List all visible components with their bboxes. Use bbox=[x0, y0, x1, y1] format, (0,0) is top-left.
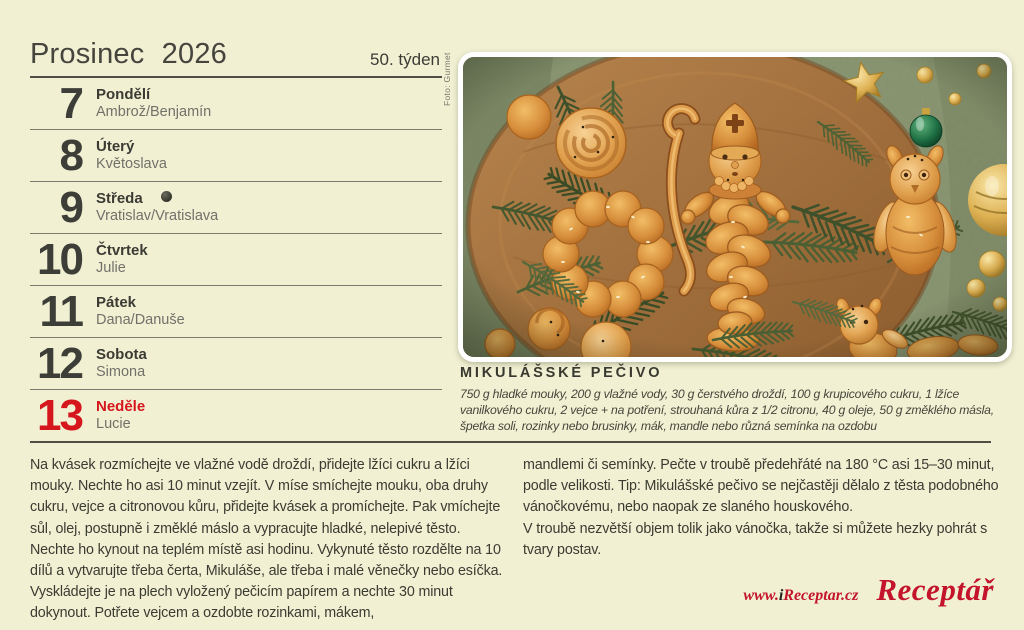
recipe-title: MIKULÁŠSKÉ PEČIVO bbox=[460, 365, 663, 381]
day-number: 7 bbox=[59, 79, 82, 128]
day-number: 10 bbox=[37, 235, 82, 284]
day-namedays: Julie bbox=[96, 260, 126, 276]
instructions-right-column bbox=[523, 455, 1007, 561]
day-row-saturday bbox=[30, 338, 442, 390]
day-weekday: Pátek bbox=[96, 294, 137, 311]
day-weekday: Sobota bbox=[96, 346, 147, 363]
instructions-text: mandlemi či semínky. Pečte v troubě předehřáté na 180 °C asi 15–30 minut, podle velikosti. Tip: Mikulášské pečivo se nejčastěji dělalo z těsta podobného vánočkovému, nebo naopak ze slaného houskového. bbox=[523, 457, 999, 516]
instructions-text: V troubě nezvětší objem tolik jako vánočka, takže si můžete hezky pohrát s tvary postav. bbox=[523, 520, 988, 558]
day-row-monday bbox=[30, 78, 442, 130]
day-number: 13 bbox=[37, 391, 82, 440]
day-namedays: Ambrož/Benjamín bbox=[96, 104, 212, 120]
day-namedays: Vratislav/Vratislava bbox=[96, 208, 219, 224]
week-number: 50. týden bbox=[370, 50, 440, 69]
day-namedays: Dana/Danuše bbox=[96, 312, 185, 328]
instructions-text: Na kvásek rozmíchejte ve vlažné vodě droždí, přidejte lžíci cukru a lžíci mouky. Nechte ho asi 10 minut vzejít. V míse smíchejte mouku, oba druhy cukru, vejce a citronovou kůru, přidejte kvásek a promíchejte. Pak vmíchejte sůl, olej, postupně i změklé máslo a vypracujte hladké, nelepivé těsto. Nechte ho kynout na teplém místě asi hodinu. Vykynuté těsto rozdělte na 10 dílů a vytvarujte třeba čerta, Mikuláše, ale třeba i malé věnečky nebo esíčka. Vyskládejte je na plech vyložený pečicím papírem a nechte 30 minut dokynout. Potřete vejcem a ozdobte rozinkami, mákem, bbox=[30, 457, 503, 622]
day-list bbox=[30, 76, 442, 442]
day-number: 12 bbox=[37, 339, 82, 388]
recipe-photo bbox=[458, 52, 1012, 362]
day-namedays: Květoslava bbox=[96, 156, 167, 172]
website-url: www.iReceptar.cz bbox=[743, 587, 859, 604]
brand-logo: Receptář bbox=[876, 572, 994, 607]
day-namedays: Simona bbox=[96, 364, 146, 380]
day-row-sunday bbox=[30, 390, 442, 442]
day-weekday: Středa bbox=[96, 190, 143, 207]
day-number: 8 bbox=[59, 131, 82, 180]
day-row-tuesday bbox=[30, 130, 442, 182]
day-weekday: Neděle bbox=[96, 398, 146, 415]
full-moon-icon bbox=[161, 191, 172, 202]
day-weekday: Úterý bbox=[96, 138, 135, 155]
page-title-month: Prosinec 2026 bbox=[30, 38, 227, 70]
recipe-ingredients: 750 g hladké mouky, 200 g vlažné vody, 30 g čerstvého droždí, 100 g krupicového cukru, 1 lžíce vanilkového cukru, 2 vejce + na potření, strouhaná kůra z 1/2 citronu, 40 g oleje, 50 g změklého másla, špetka soli, rozinky nebo brusinky, mák, mandle nebo různá semínka na ozdobu bbox=[460, 387, 994, 433]
day-row-wednesday bbox=[30, 182, 442, 234]
photo-credit: Foto: Gurmet bbox=[442, 52, 452, 106]
day-namedays: Lucie bbox=[96, 416, 131, 432]
footer bbox=[0, 572, 994, 608]
day-weekday: Čtvrtek bbox=[96, 242, 148, 259]
day-row-thursday bbox=[30, 234, 442, 286]
day-number: 11 bbox=[39, 287, 82, 336]
day-row-friday bbox=[30, 286, 442, 338]
section-divider bbox=[30, 441, 991, 443]
photo-illustration bbox=[463, 57, 1007, 357]
day-number: 9 bbox=[59, 183, 82, 232]
day-weekday: Pondělí bbox=[96, 86, 151, 103]
